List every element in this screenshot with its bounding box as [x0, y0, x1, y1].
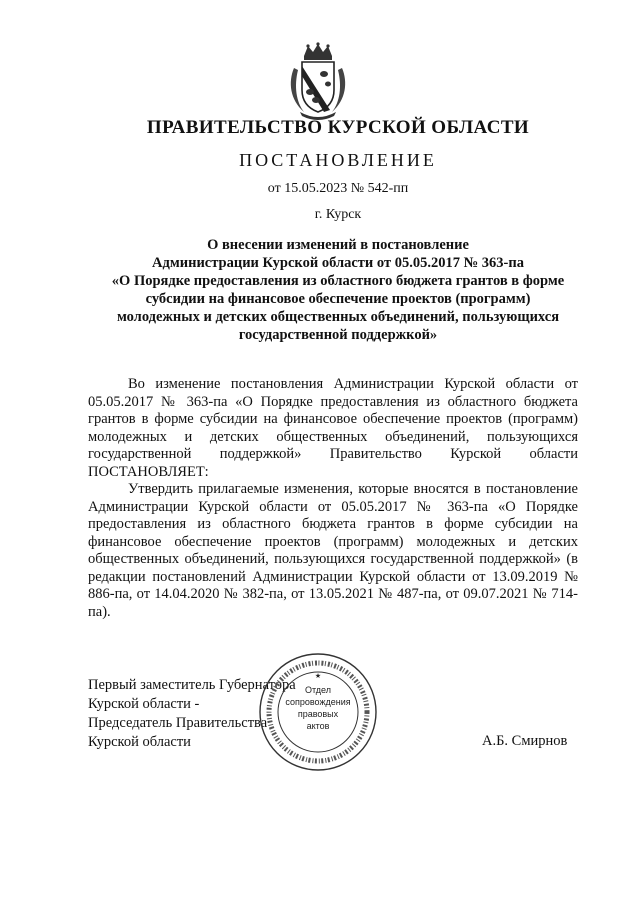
subject-line: О внесении изменений в постановление: [207, 237, 469, 253]
document-type: ПОСТАНОВЛЕНИЕ: [239, 150, 437, 170]
government-title: ПРАВИТЕЛЬСТВО КУРСКОЙ ОБЛАСТИ: [146, 117, 530, 138]
kursk-coat-of-arms-icon: [286, 42, 350, 120]
document-city: г. Курск: [314, 207, 362, 222]
stamp-line: сопровождения: [285, 697, 351, 707]
signatory-position-line: Курской области -: [88, 696, 200, 712]
stamp-line: актов: [306, 721, 330, 731]
stamp-star-icon: ★: [314, 672, 322, 680]
stamp-text: [256, 684, 380, 732]
signatory-position-line: Первый заместитель Губернатора: [88, 677, 296, 693]
stamp-line: Отдел: [304, 685, 332, 695]
subject-line: «О Порядке предоставления из областного бюджета грантов в форме: [111, 273, 565, 289]
document-date-number: от 15.05.2023 № 542-пп: [267, 181, 409, 196]
subject-line: молодежных и детских общественных объединений, пользующихся: [116, 309, 560, 325]
signatory-name: А.Б. Смирнов: [482, 733, 568, 749]
subject-line: Администрации Курской области от 05.05.2017 № 363-па: [152, 255, 524, 271]
document-subject: [88, 236, 588, 344]
body-paragraph: Утвердить прилагаемые изменения, которые вносятся в постановление Администрации Курской области от 05.05.2017 № 363-па «О Порядке предоставления из областного бюджета грантов в форме субсидии на финансовое обеспечение проектов (программ) молодежных и детских общественных объединений, пользующихся государственной поддержкой» (в редакции постановлений Администрации Курской области от 13.09.2019 № 886-па, от 14.04.2020 № 382-па, от 13.05.2021 № 487-па, от 09.07.2021 № 714-па).: [88, 481, 578, 620]
signatory-position-line: Курской области: [88, 734, 191, 750]
official-stamp: [256, 650, 380, 774]
subject-line: субсидии на финансовое обеспечение проектов (программ): [145, 291, 531, 307]
signatory-position-line: Председатель Правительства: [88, 715, 268, 731]
subject-line: государственной поддержкой»: [238, 327, 438, 343]
body-paragraph: Во изменение постановления Администрации Курской области от 05.05.2017 № 363-па «О Порядке предоставления из областного бюджета грантов в форме субсидии на финансовое обеспечение проектов (программ) молодежных и детских общественных объединений, пользующихся государственной поддержкой» Правительство Курской области ПОСТАНОВЛЯЕТ:: [88, 376, 578, 480]
document-body: [88, 376, 578, 621]
stamp-line: правовых: [297, 709, 339, 719]
